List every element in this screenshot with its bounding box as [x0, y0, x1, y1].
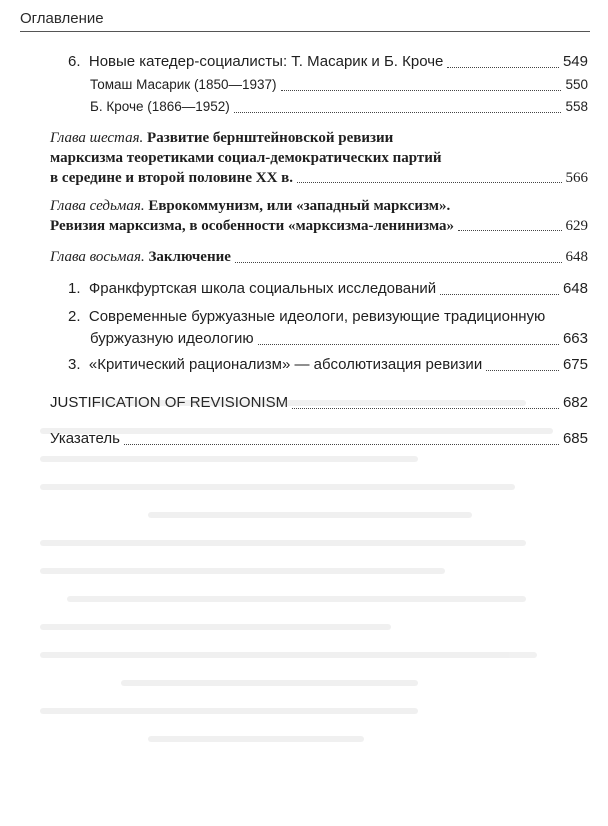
toc-entry-index[interactable]	[50, 428, 588, 450]
chapter-label: Глава восьмая.	[50, 249, 145, 265]
toc-entry-section-3[interactable]	[68, 354, 588, 376]
leader-dots	[124, 444, 559, 445]
page-number: 648	[562, 280, 588, 297]
page-header	[20, 10, 590, 32]
leader-dots	[458, 230, 561, 231]
leader-dots	[292, 408, 559, 409]
section-title: Франкфуртская школа социальных исследований	[88, 280, 437, 297]
page-number: 675	[562, 356, 588, 373]
entry-title: Указатель	[50, 430, 120, 447]
page-number: 558	[565, 99, 588, 114]
chapter-title-line-2: Ревизия марксизма, в особенности «марксизма-ленинизма»	[50, 218, 455, 234]
toc-entry-section-1[interactable]	[68, 278, 588, 300]
page-number: 550	[565, 77, 588, 92]
toc-entry-masaryk[interactable]	[90, 74, 588, 96]
chapter-title-line-2: марксизма теоретиками социал-демократических партий	[50, 150, 442, 166]
subsection-title: Б. Кроче (1866—1952)	[90, 99, 230, 114]
leader-dots	[234, 112, 562, 113]
toc-entry-justification[interactable]	[50, 392, 588, 414]
toc-entry-section-2[interactable]	[68, 306, 588, 350]
chapter-label: Глава седьмая.	[50, 198, 145, 214]
page-number: 682	[562, 394, 588, 411]
entry-title: JUSTIFICATION OF REVISIONISM	[50, 394, 289, 411]
leader-dots	[258, 344, 559, 345]
chapter-title-line-3: в середине и второй половине XX в.	[50, 170, 294, 186]
section-title: «Критический рационализм» — абсолютизация ревизии	[88, 356, 483, 373]
section-number: 3.	[68, 356, 81, 373]
section-number: 1.	[68, 280, 81, 297]
page-number: 648	[565, 249, 588, 265]
chapter-title: Заключение	[148, 249, 231, 265]
page-number: 663	[562, 330, 588, 347]
toc-entry-chapter-6[interactable]	[50, 128, 588, 188]
section-number: 2.	[68, 308, 81, 325]
section-number: 6.	[68, 53, 81, 70]
leader-dots	[297, 182, 561, 183]
chapter-title-line-1: Развитие бернштейновской ревизии	[147, 130, 394, 146]
toc-entry-chapter-7[interactable]	[50, 196, 588, 236]
leader-dots	[447, 67, 559, 68]
page-number: 549	[562, 53, 588, 70]
leader-dots	[281, 90, 562, 91]
section-title: Новые катедер-социалисты: Т. Масарик и Б. Кроче	[88, 53, 444, 70]
header-title: Оглавление	[20, 10, 104, 27]
bleed-through-shadow	[40, 400, 580, 810]
page-number: 685	[562, 430, 588, 447]
subsection-title: Томаш Масарик (1850—1937)	[90, 77, 277, 92]
section-title-line-2: буржуазную идеологию	[90, 330, 254, 347]
page-number: 566	[565, 170, 588, 186]
leader-dots	[235, 262, 562, 263]
leader-dots	[486, 370, 559, 371]
chapter-title-line-1: Еврокоммунизм, или «западный марксизм».	[148, 198, 451, 214]
toc-entry-section-6[interactable]	[68, 51, 588, 73]
section-title-line-1: Современные буржуазные идеологи, ревизующие традиционную	[88, 308, 546, 325]
toc-entry-chapter-8[interactable]	[50, 246, 588, 268]
page-number: 629	[565, 218, 588, 234]
leader-dots	[440, 294, 559, 295]
toc-entry-croce[interactable]	[90, 96, 588, 118]
chapter-label: Глава шестая.	[50, 130, 144, 146]
